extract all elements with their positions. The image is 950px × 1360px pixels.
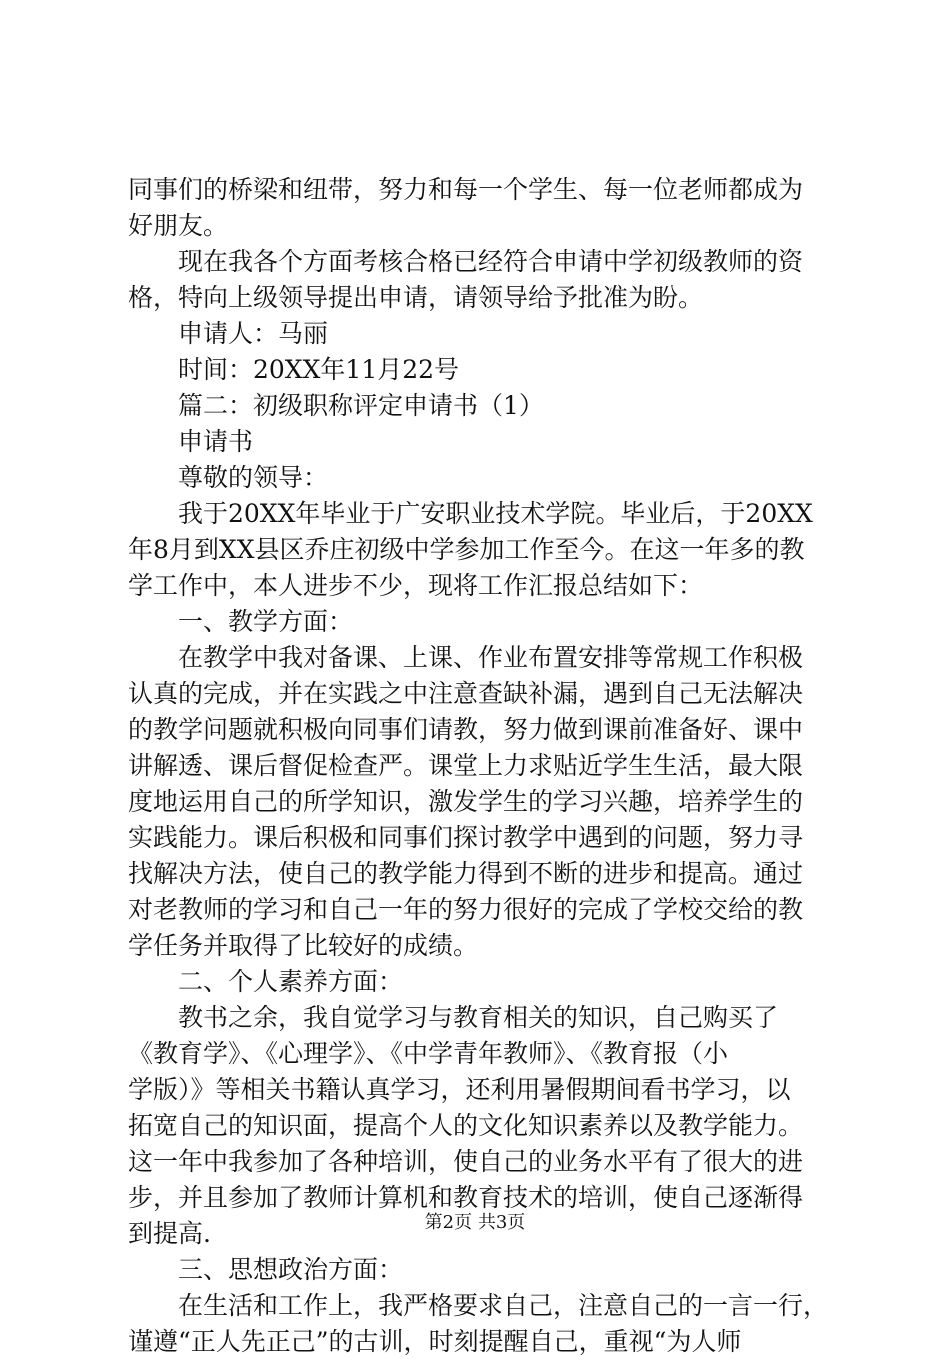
text-line: 格，特向上级领导提出申请，请领导给予批准为盼。 [128,283,704,312]
text-line: 二、个人素养方面： [128,967,404,996]
text-line: 步，并且参加了教师计算机和教育技术的培训，使自己逐渐得 [128,1183,804,1212]
text-line: 一、教学方面： [128,607,354,636]
text-line: 篇二：初级职称评定申请书（1） [128,391,544,420]
text-line: 《教育学》、《心理学》、《中学青年教师》、《教育报（小 [128,1039,729,1068]
text-line: 教书之余，我自觉学习与教育相关的知识，自己购买了 [128,1003,779,1032]
text-line: 的教学问题就积极向同事们请教，努力做到课前准备好、课中 [128,715,804,744]
text-line: 拓宽自己的知识面，提高个人的文化知识素养以及教学能力。 [128,1111,804,1140]
text-line: 讲解透、课后督促检查严。课堂上力求贴近学生生活，最大限 [128,751,804,780]
document-body [128,172,828,1360]
text-line: 这一年中我参加了各种培训，使自己的业务水平有了很大的进 [128,1147,804,1176]
text-line: 尊敬的领导： [128,463,329,492]
text-line: 在生活和工作上，我严格要求自己，注意自己的一言一行， [128,1291,829,1320]
text-line: 同事们的桥梁和纽带，努力和每一个学生、每一位老师都成为 [128,175,804,204]
text-line: 申请书 [128,427,254,456]
text-line: 学工作中，本人进步不少，现将工作汇报总结如下： [128,571,704,600]
text-line: 学任务并取得了比较好的成绩。 [128,931,479,960]
text-line: 对老教师的学习和自己一年的努力很好的完成了学校交给的教 [128,895,804,924]
text-line: 实践能力。课后积极和同事们探讨教学中遇到的问题，努力寻 [128,823,804,852]
text-line: 找解决方法，使自己的教学能力得到不断的进步和提高。通过 [128,859,804,888]
text-line: 三、思想政治方面： [128,1255,404,1284]
text-line: 我于20XX年毕业于广安职业技术学院。毕业后，于20XX [128,499,813,528]
text-line: 认真的完成，并在实践之中注意查缺补漏，遇到自己无法解决 [128,679,804,708]
text-line: 谨遵“正人先正己”的古训，时刻提醒自己，重视“为人师 [128,1327,742,1356]
text-line: 年8月到XX县区乔庄初级中学参加工作至今。在这一年多的教 [128,535,805,564]
text-line: 度地运用自己的所学知识，激发学生的学习兴趣，培养学生的 [128,787,804,816]
text-line: 到提高. [128,1219,211,1248]
page-footer: 第2页 共3页 [424,1212,526,1233]
text-line: 申请人：马丽 [128,319,329,348]
text-line: 在教学中我对备课、上课、作业布置安排等常规工作积极 [128,643,804,672]
text-line: 时间：20XX年11月22号 [128,355,460,384]
text-line: 好朋友。 [128,211,229,240]
text-line: 现在我各个方面考核合格已经符合申请中学初级教师的资 [128,247,804,276]
text-line: 学版）》等相关书籍认真学习，还利用暑假期间看书学习，以 [128,1075,791,1104]
